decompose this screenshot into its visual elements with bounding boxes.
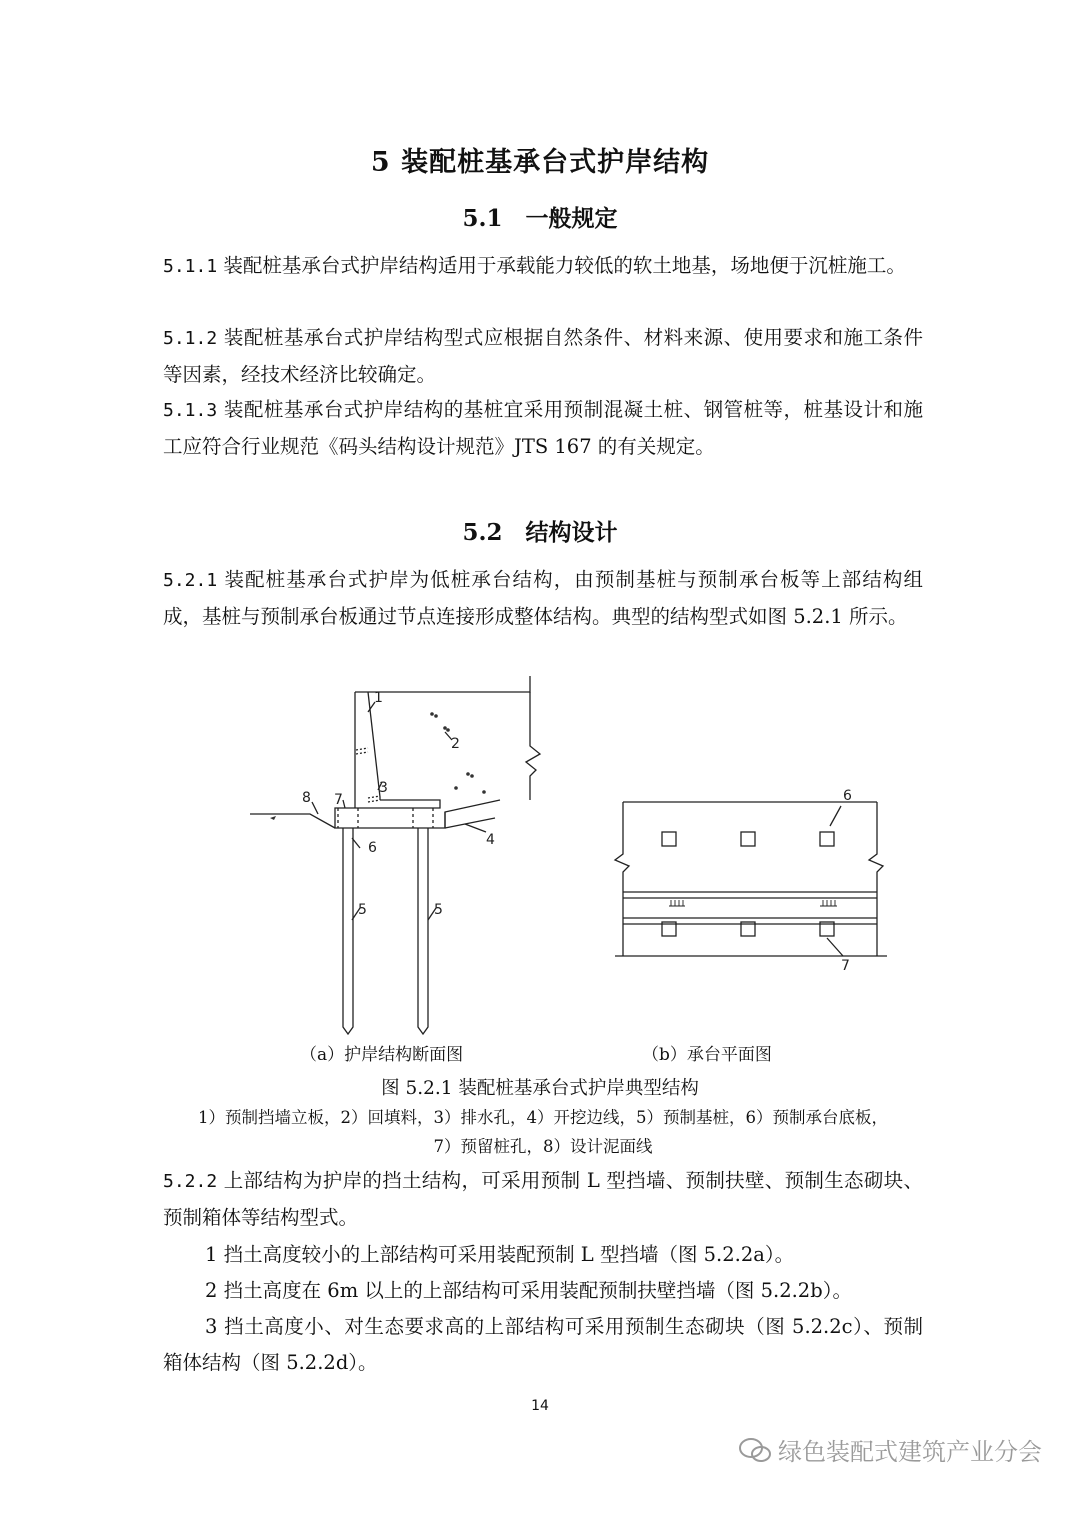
figure-a-cross-section: [240, 672, 570, 1042]
clause-number: 5.2.2: [163, 1171, 218, 1192]
label-2: 2: [451, 736, 460, 752]
label-7-plan: 7: [841, 958, 850, 974]
clause-number: 5.1.2: [163, 328, 218, 349]
label-3: 3: [379, 780, 388, 796]
figure-legend-line2: 7）预留桩孔，8）设计泥面线: [433, 1137, 653, 1156]
clause-text: 装配桩基承台式护岸结构型式应根据自然条件、材料来源、使用要求和施工条件等因素，经技术经济比较确定。: [163, 326, 923, 386]
figure-caption: 图 5.2.1 装配桩基承台式护岸典型结构: [381, 1078, 699, 1099]
label-8: 8: [302, 790, 311, 806]
wechat-icon: [738, 1436, 772, 1464]
label-6-plan: 6: [843, 788, 852, 804]
clause-text: 装配桩基承台式护岸为低桩承台结构，由预制基桩与预制承台板等上部结构组成，基桩与预制承台板通过节点连接形成整体结构。典型的结构型式如图 5.2.1 所示。: [163, 568, 923, 628]
watermark: [738, 1432, 1042, 1467]
clause-5-1-3: [163, 392, 923, 465]
subcaption-b: （b）承台平面图: [642, 1045, 772, 1065]
clause-number: 5.1.3: [163, 400, 218, 421]
clause-number: 5.2.1: [163, 570, 218, 591]
subcaption-a: （a）护岸结构断面图: [300, 1045, 464, 1065]
base-slab-outline: [335, 800, 500, 828]
pile-left: [343, 828, 353, 1034]
clause-5-2-1: [163, 562, 923, 635]
clause-text: 上部结构为护岸的挡土结构，可采用预制 L 型挡墙、预制扶壁、预制生态砌块、预制箱体等结构型式。: [163, 1169, 923, 1229]
item-3: 3 挡土高度小、对生态要求高的上部结构可采用预制生态砌块（图 5.2.2c）、预制箱体结构（图 5.2.2d）。: [163, 1315, 923, 1374]
label-6: 6: [368, 840, 377, 856]
figure-b-plan-view: [605, 780, 895, 975]
section-heading-5-1: 5.1 一般规定: [462, 205, 618, 232]
item-1: 1 挡土高度较小的上部结构可采用装配预制 L 型挡墙（图 5.2.2a）。: [205, 1243, 795, 1266]
clause-text: 装配桩基承台式护岸结构适用于承载能力较低的软土地基，场地便于沉桩施工。: [223, 254, 906, 277]
clause-5-2-2: [163, 1163, 923, 1236]
section-heading-5-2: 5.2 结构设计: [462, 519, 618, 546]
label-7: 7: [334, 792, 343, 808]
clause-5-1-2: [163, 320, 923, 393]
watermark-text: 绿色装配式建筑产业分会: [778, 1438, 1042, 1466]
label-4: 4: [486, 832, 495, 848]
figure-legend-line1: 1）预制挡墙立板，2）回填料，3）排水孔，4）开挖边线，5）预制基桩，6）预制承台底板，: [198, 1108, 888, 1127]
item-2: 2 挡土高度在 6m 以上的上部结构可采用装配预制扶壁挡墙（图 5.2.2b）。: [205, 1279, 852, 1302]
clause-5-1-1: [163, 248, 923, 285]
chapter-title: 5 装配桩基承台式护岸结构: [370, 147, 710, 178]
label-1: 1: [374, 690, 383, 706]
page-number: 14: [531, 1398, 549, 1414]
clause-number: 5.1.1: [163, 256, 218, 277]
label-5a: 5: [358, 902, 367, 918]
pile-right: [418, 828, 428, 1034]
label-5b: 5: [434, 902, 443, 918]
clause-text: 装配桩基承台式护岸结构的基桩宜采用预制混凝土桩、钢管桩等，桩基设计和施工应符合行业规范《码头结构设计规范》JTS 167 的有关规定。: [163, 398, 923, 458]
